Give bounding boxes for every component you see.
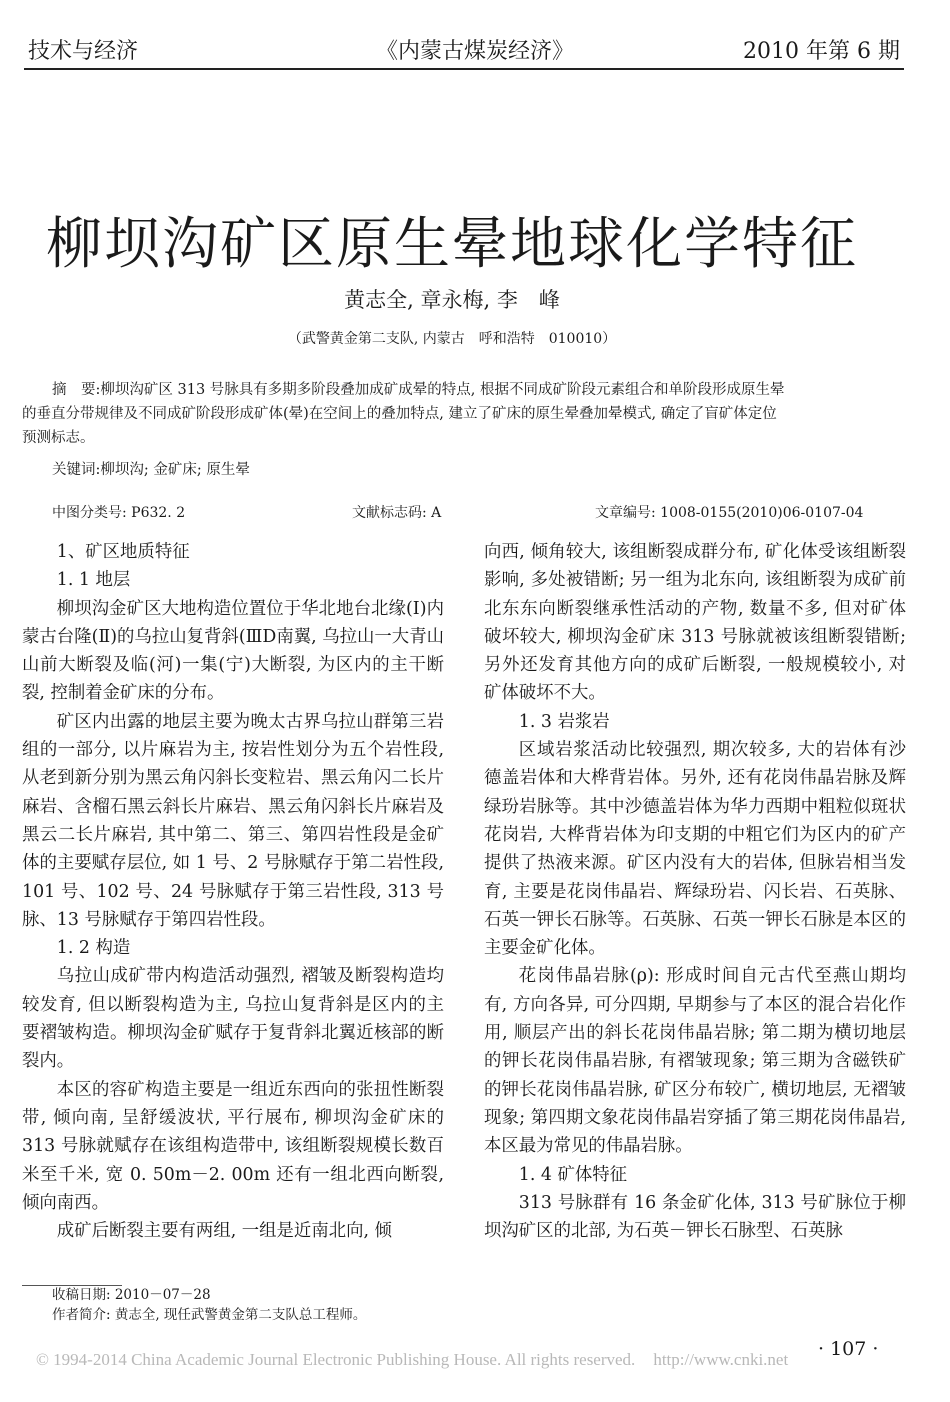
copyright-text: © 1994-2014 China Academic Journal Electronic Publishing House. All rights reserved. bbox=[36, 1350, 636, 1369]
author-list: 黄志全, 章永梅, 李 峰 bbox=[344, 288, 560, 312]
right-column bbox=[484, 538, 906, 1245]
keywords-label: 关键词: bbox=[52, 462, 101, 478]
keywords bbox=[52, 458, 250, 479]
left-column bbox=[22, 538, 444, 1245]
document-code: 文献标志码: A bbox=[352, 505, 442, 521]
abstract-label: 摘 要: bbox=[52, 382, 101, 398]
affiliation: （武警黄金第二支队, 内蒙古 呼和浩特 010010） bbox=[287, 331, 617, 347]
subsection-heading: 1. 2 构造 bbox=[56, 938, 131, 959]
subsection-heading: 1. 4 矿体特征 bbox=[518, 1164, 628, 1185]
abstract-line-1 bbox=[22, 378, 904, 402]
abstract bbox=[22, 378, 904, 450]
abstract-line-3: 预测标志。 bbox=[22, 430, 95, 446]
article-number: 文章编号: 1008-0155(2010)06-0107-04 bbox=[595, 505, 864, 521]
copyright-watermark bbox=[36, 1350, 788, 1370]
running-header-journal: 《内蒙古煤炭经济》 bbox=[376, 39, 575, 64]
subsection-heading: 1. 1 地层 bbox=[56, 570, 131, 591]
article-title: 柳坝沟矿区原生晕地球化学特征 bbox=[46, 212, 858, 277]
paragraph: 柳坝沟金矿区大地构造位置位于华北地台北缘(Ⅰ)内蒙古台隆(Ⅱ)的乌拉山复背斜(ⅢD南翼, 乌拉山一大青山山前大断裂及临(河)一集(宁)大断裂, 为区内的主干断裂, 控制着金矿床的分布。 bbox=[22, 598, 444, 704]
clc-number: 中图分类号: P632. 2 bbox=[52, 505, 186, 521]
section-heading: 1、矿区地质特征 bbox=[56, 542, 190, 562]
footnote-received-date: 收稿日期: 2010－07－28 bbox=[52, 1287, 211, 1303]
paragraph: 花岗伟晶岩脉(ρ): 形成时间自元古代至燕山期均有, 方向各异, 可分四期, 早期参与了本区的混合岩化作用, 顺层产出的斜长花岗伟晶岩脉; 第二期为横切地层的钾长花岗伟晶岩脉, 有褶皱现象; 第三期为含磁铁矿的钾长花岗伟晶岩脉, 矿区分布较广, 横切地层, 无褶皱现象; 第四期文象花岗伟晶岩穿插了第三期花岗伟晶岩, 本区最为常见的伟晶岩脉。 bbox=[484, 966, 906, 1157]
paragraph: 区域岩浆活动比较强烈, 期次较多, 大的岩体有沙德盖岩体和大桦背岩体。另外, 还有花岗伟晶岩脉及辉绿玢岩脉等。其中沙德盖岩体为华力西期中粗粒似斑状花岗岩, 大桦背岩体为印支期的中粗它们为区内的矿产提供了热液来源。矿区内没有大的岩体, 但脉岩相当发育, 主要是花岗伟晶岩、辉绿玢岩、闪长岩、石英脉、石英一钾长石脉等。石英脉、石英一钾长石脉是本区的主要金矿化体。 bbox=[484, 740, 906, 959]
abstract-line-2: 的垂直分带规律及不同成矿阶段形成矿体(晕)在空间上的叠加特点, 建立了矿床的原生晕叠加晕模式, 确定了盲矿体定位 bbox=[22, 406, 777, 422]
subsection-heading: 1. 3 岩浆岩 bbox=[518, 711, 610, 732]
cnki-url[interactable]: http://www.cnki.net bbox=[653, 1350, 789, 1369]
paragraph-continued: 向西, 倾角较大, 该组断裂成群分布, 矿化体受该组断裂影响, 多处被错断; 另一组为北东向, 该组断裂为成矿前北东东向断裂继承性活动的产物, 数量不多, 但对矿体破坏较大, 柳坝沟金矿床 313 号脉就被该组断裂错断; 另外还发育其他方向的成矿后断裂, 一般规模较小, 对矿体破坏不大。 bbox=[484, 542, 906, 704]
abstract-text-1: 柳坝沟矿区 313 号脉具有多期多阶段叠加成矿成晕的特点, 根据不同成矿阶段元素组合和单阶段形成原生晕 bbox=[100, 382, 785, 398]
paragraph: 矿区内出露的地层主要为晚太古界乌拉山群第三岩组的一部分, 以片麻岩为主, 按岩性划分为五个岩性段, 从老到新分别为黑云角闪斜长变粒岩、黑云角闪二长片麻岩、含榴石黑云斜长片麻岩、黑云角闪斜长片麻岩及黑云二长片麻岩, 其中第二、第三、第四岩性段是金矿体的主要赋存层位, 如 1 号、2 号脉赋存于第二岩性段, 101 号、102 号、24 号脉赋存于第三岩性段, 313 号脉、13 号脉赋存于第四岩性段。 bbox=[22, 711, 444, 930]
keywords-text: 柳坝沟; 金矿床; 原生晕 bbox=[100, 462, 250, 478]
header-rule bbox=[24, 68, 904, 70]
page-number: · 107 · bbox=[818, 1338, 879, 1360]
running-header-section: 技术与经济 bbox=[28, 39, 139, 64]
paragraph: 本区的容矿构造主要是一组近东西向的张扭性断裂带, 倾向南, 呈舒缓波状, 平行展布, 柳坝沟金矿床的 313 号脉就赋存在该组构造带中, 该组断裂规模长数百米至千米, 宽 0. 50m－2. 00m 还有一组北西向断裂, 倾向南西。 bbox=[22, 1079, 444, 1213]
paragraph: 313 号脉群有 16 条金矿化体, 313 号矿脉位于柳坝沟矿区的北部, 为石英－钾长石脉型、石英脉 bbox=[484, 1192, 906, 1242]
running-header-issue: 2010 年第 6 期 bbox=[743, 39, 900, 64]
footnote-author-bio: 作者简介: 黄志全, 现任武警黄金第二支队总工程师。 bbox=[52, 1307, 367, 1323]
paragraph: 成矿后断裂主要有两组, 一组是近南北向, 倾 bbox=[56, 1221, 392, 1242]
paragraph: 乌拉山成矿带内构造活动强烈, 褶皱及断裂构造均较发育, 但以断裂构造为主, 乌拉山复背斜是区内的主要褶皱构造。柳坝沟金矿赋存于复背斜北翼近核部的断裂内。 bbox=[22, 966, 444, 1072]
